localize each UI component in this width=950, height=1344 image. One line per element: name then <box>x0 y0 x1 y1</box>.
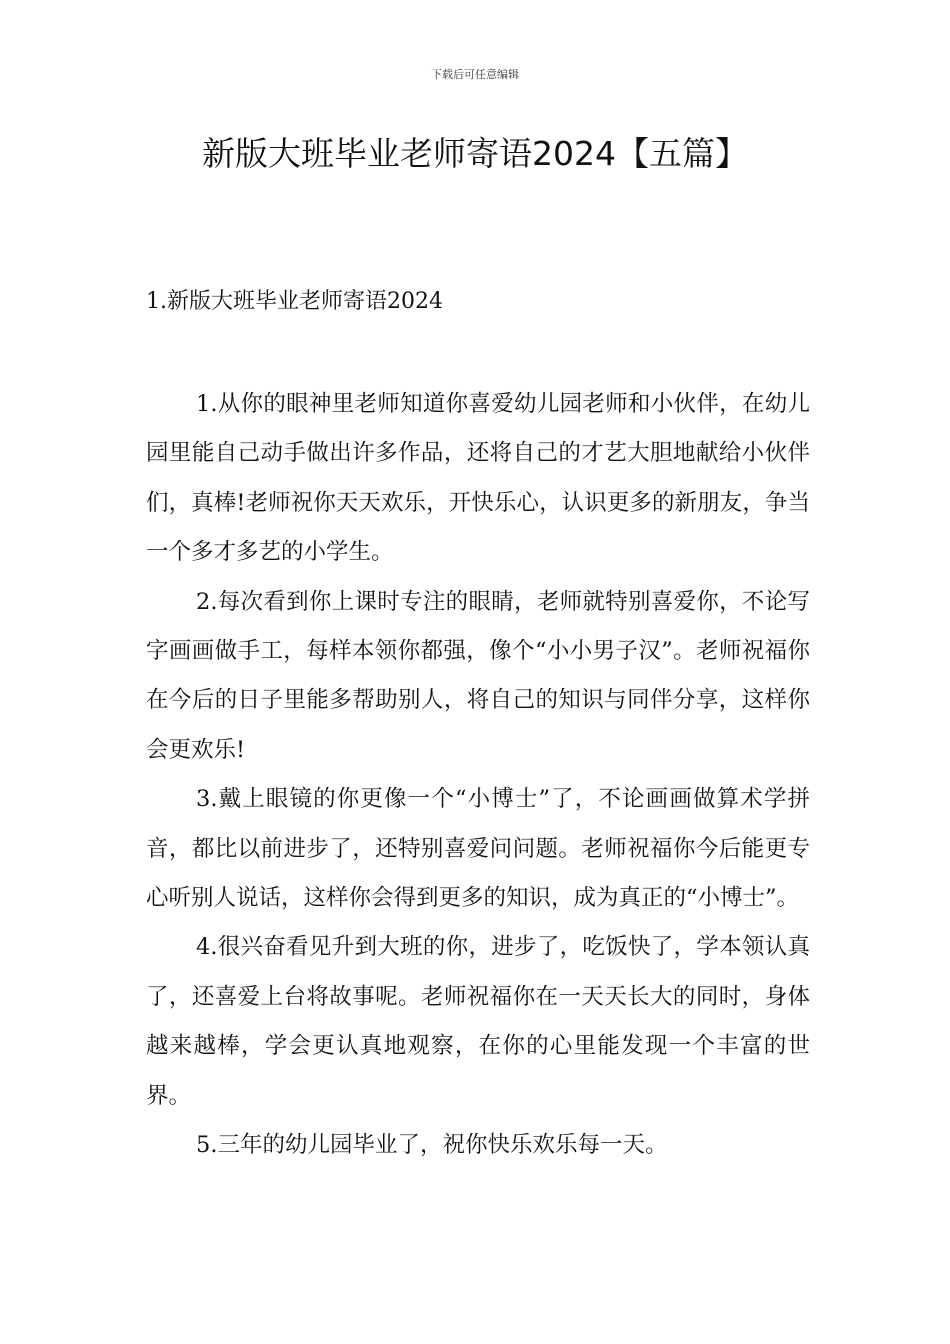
paragraph-3: 3.戴上眼镜的你更像一个“小博士”了，不论画画做算术学拼音，都比以前进步了，还特别喜爱问问题。老师祝福你今后能更专心听别人说话，这样你会得到更多的知识，成为真正的“小博士”。 <box>146 786 810 912</box>
header-note: 下载后可任意编辑 <box>431 68 519 81</box>
document-title: 新版大班毕业老师寄语2024【五篇】 <box>202 134 748 173</box>
paragraph-4: 4.很兴奋看见升到大班的你，进步了，吃饭快了，学本领认真了，还喜爱上台将故事呢。老师祝福你在一天天长大的同时，身体越来越棒，学会更认真地观察，在你的心里能发现一个丰富的世界。 <box>146 934 810 1109</box>
paragraph-5: 5.三年的幼儿园毕业了，祝你快乐欢乐每一天。 <box>196 1132 668 1159</box>
document-body <box>146 380 810 1171</box>
section-heading: 1.新版大班毕业老师寄语2024 <box>146 289 443 314</box>
paragraph-1: 1.从你的眼神里老师知道你喜爱幼儿园老师和小伙伴，在幼儿园里能自己动手做出许多作品，还将自己的才艺大胆地献给小伙伴们，真棒!老师祝你天天欢乐，开快乐心，认识更多的新朋友，争当一个多才多艺的小学生。 <box>146 391 810 566</box>
paragraph-2: 2.每次看到你上课时专注的眼睛，老师就特别喜爱你，不论写字画画做手工，每样本领你都强，像个“小小男子汉”。老师祝福你在今后的日子里能多帮助别人，将自己的知识与同伴分享，这样你会更欢乐! <box>146 588 810 763</box>
